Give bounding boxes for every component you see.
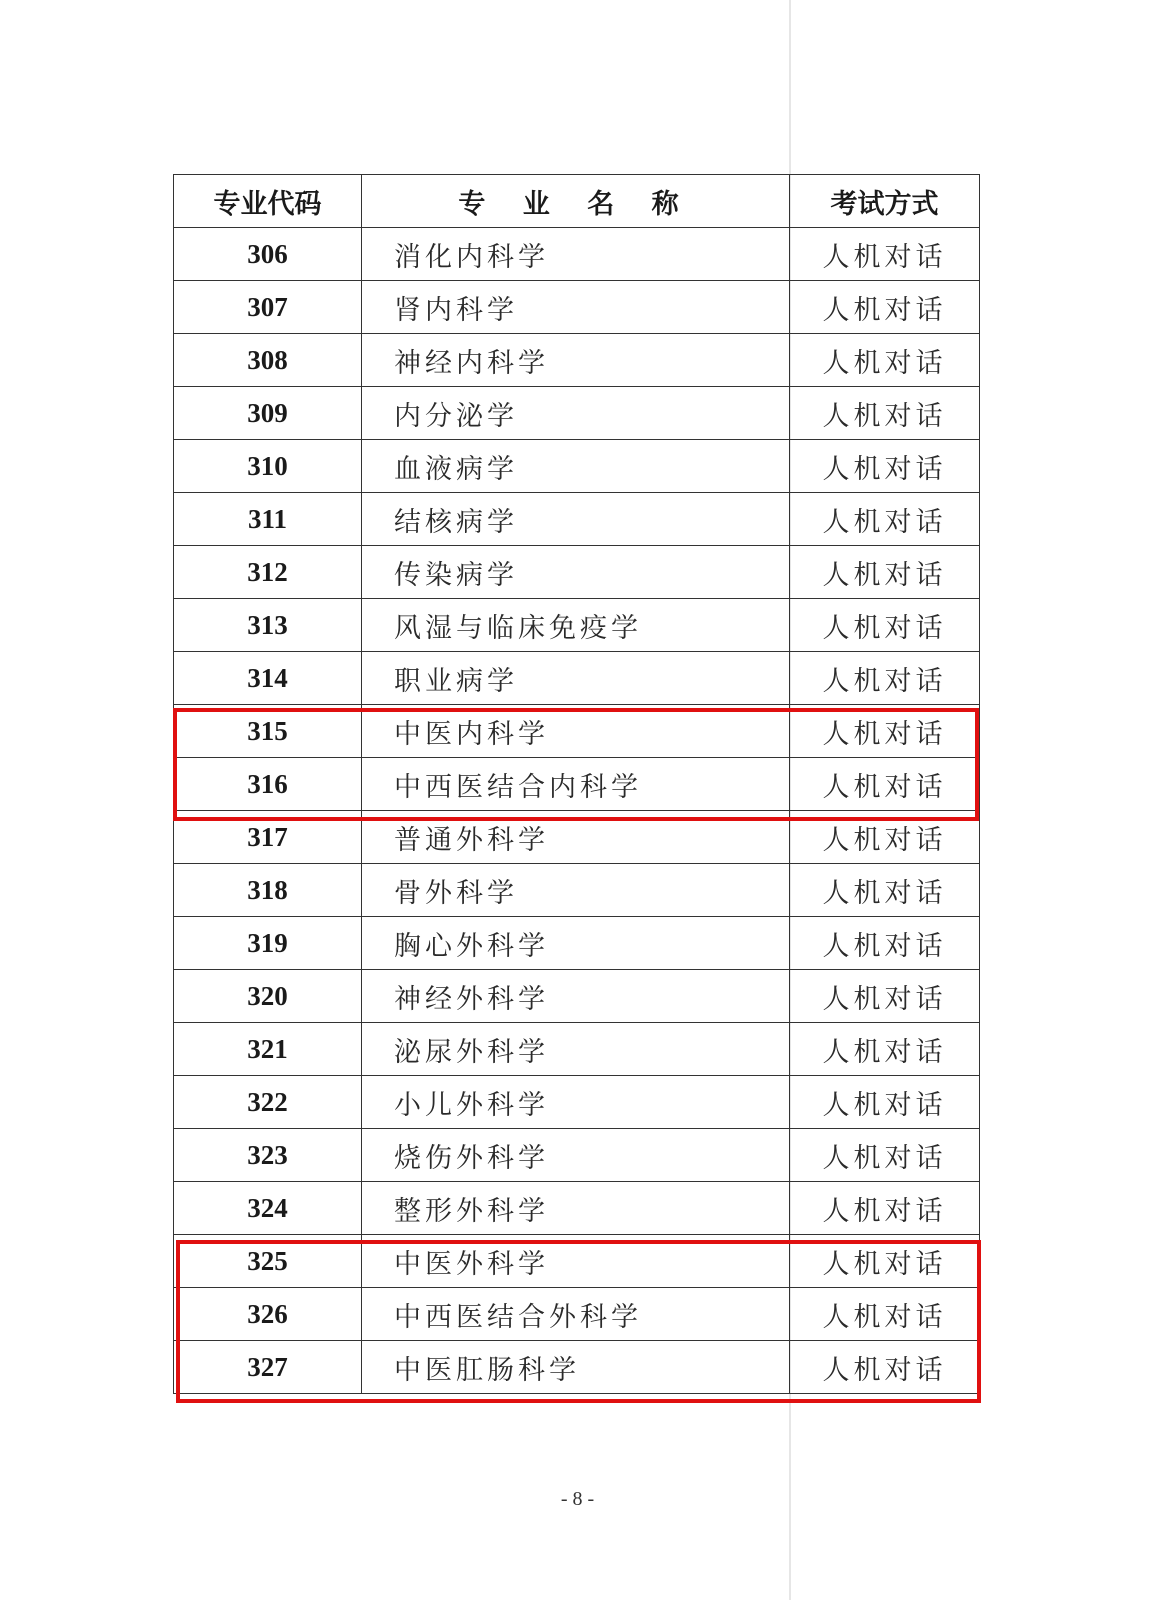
table-row — [174, 493, 980, 546]
table-row — [174, 546, 980, 599]
subject-name: 中医肛肠科学 — [362, 1341, 790, 1394]
exam-method: 人机对话 — [790, 599, 980, 652]
subject-code: 308 — [174, 334, 362, 387]
subject-code: 311 — [174, 493, 362, 546]
table-row — [174, 599, 980, 652]
table-row — [174, 917, 980, 970]
subject-code: 309 — [174, 387, 362, 440]
subject-name: 风湿与临床免疫学 — [362, 599, 790, 652]
exam-method: 人机对话 — [790, 970, 980, 1023]
exam-method: 人机对话 — [790, 652, 980, 705]
exam-method: 人机对话 — [790, 334, 980, 387]
table-row — [174, 1341, 980, 1394]
exam-method: 人机对话 — [790, 705, 980, 758]
table-row — [174, 1076, 980, 1129]
subject-name: 泌尿外科学 — [362, 1023, 790, 1076]
exam-method: 人机对话 — [790, 546, 980, 599]
subject-code: 310 — [174, 440, 362, 493]
table-row — [174, 811, 980, 864]
subject-name: 中西医结合内科学 — [362, 758, 790, 811]
subject-name: 整形外科学 — [362, 1182, 790, 1235]
exam-method: 人机对话 — [790, 1023, 980, 1076]
subject-name: 内分泌学 — [362, 387, 790, 440]
subject-code: 325 — [174, 1235, 362, 1288]
subject-name: 血液病学 — [362, 440, 790, 493]
table-row — [174, 758, 980, 811]
table-row — [174, 387, 980, 440]
exam-method: 人机对话 — [790, 1235, 980, 1288]
exam-method: 人机对话 — [790, 864, 980, 917]
exam-method: 人机对话 — [790, 387, 980, 440]
table-row — [174, 1235, 980, 1288]
subject-name: 普通外科学 — [362, 811, 790, 864]
subject-name: 职业病学 — [362, 652, 790, 705]
header-code: 专业代码 — [174, 175, 362, 228]
subject-name: 烧伤外科学 — [362, 1129, 790, 1182]
exam-method: 人机对话 — [790, 228, 980, 281]
exam-method: 人机对话 — [790, 1341, 980, 1394]
subject-code: 306 — [174, 228, 362, 281]
subject-code: 317 — [174, 811, 362, 864]
subject-name: 传染病学 — [362, 546, 790, 599]
table-row — [174, 334, 980, 387]
exam-method: 人机对话 — [790, 1076, 980, 1129]
subject-code: 321 — [174, 1023, 362, 1076]
page-number: - 8 - — [560, 1488, 595, 1510]
exam-method: 人机对话 — [790, 1288, 980, 1341]
table-body — [174, 228, 980, 1394]
subject-code: 313 — [174, 599, 362, 652]
table-row — [174, 864, 980, 917]
table-row — [174, 970, 980, 1023]
exam-method: 人机对话 — [790, 1129, 980, 1182]
subject-name: 消化内科学 — [362, 228, 790, 281]
exam-method: 人机对话 — [790, 281, 980, 334]
subject-name: 神经外科学 — [362, 970, 790, 1023]
table-row — [174, 705, 980, 758]
subject-code: 315 — [174, 705, 362, 758]
subject-code: 327 — [174, 1341, 362, 1394]
subject-code: 314 — [174, 652, 362, 705]
exam-subject-table — [173, 174, 980, 1394]
table-row — [174, 281, 980, 334]
exam-method: 人机对话 — [790, 1182, 980, 1235]
subject-code: 318 — [174, 864, 362, 917]
subject-name: 胸心外科学 — [362, 917, 790, 970]
subject-code: 322 — [174, 1076, 362, 1129]
subject-code: 323 — [174, 1129, 362, 1182]
table-row — [174, 652, 980, 705]
exam-method: 人机对话 — [790, 811, 980, 864]
subject-code: 307 — [174, 281, 362, 334]
subject-name: 骨外科学 — [362, 864, 790, 917]
subject-code: 320 — [174, 970, 362, 1023]
subject-name: 神经内科学 — [362, 334, 790, 387]
exam-method: 人机对话 — [790, 758, 980, 811]
header-name: 专 业 名 称 — [362, 175, 790, 228]
exam-method: 人机对话 — [790, 917, 980, 970]
subject-name: 中医外科学 — [362, 1235, 790, 1288]
table-row — [174, 1023, 980, 1076]
table-row — [174, 1182, 980, 1235]
subject-code: 319 — [174, 917, 362, 970]
subject-name: 中西医结合外科学 — [362, 1288, 790, 1341]
subject-code: 312 — [174, 546, 362, 599]
subject-name: 中医内科学 — [362, 705, 790, 758]
header-method: 考试方式 — [790, 175, 980, 228]
subject-name: 小儿外科学 — [362, 1076, 790, 1129]
subject-code: 324 — [174, 1182, 362, 1235]
table-header-row — [174, 175, 980, 228]
exam-method: 人机对话 — [790, 493, 980, 546]
table-row — [174, 1129, 980, 1182]
subject-name: 结核病学 — [362, 493, 790, 546]
table-row — [174, 228, 980, 281]
subject-code: 326 — [174, 1288, 362, 1341]
table-row — [174, 1288, 980, 1341]
subject-name: 肾内科学 — [362, 281, 790, 334]
exam-method: 人机对话 — [790, 440, 980, 493]
table-row — [174, 440, 980, 493]
subject-code: 316 — [174, 758, 362, 811]
